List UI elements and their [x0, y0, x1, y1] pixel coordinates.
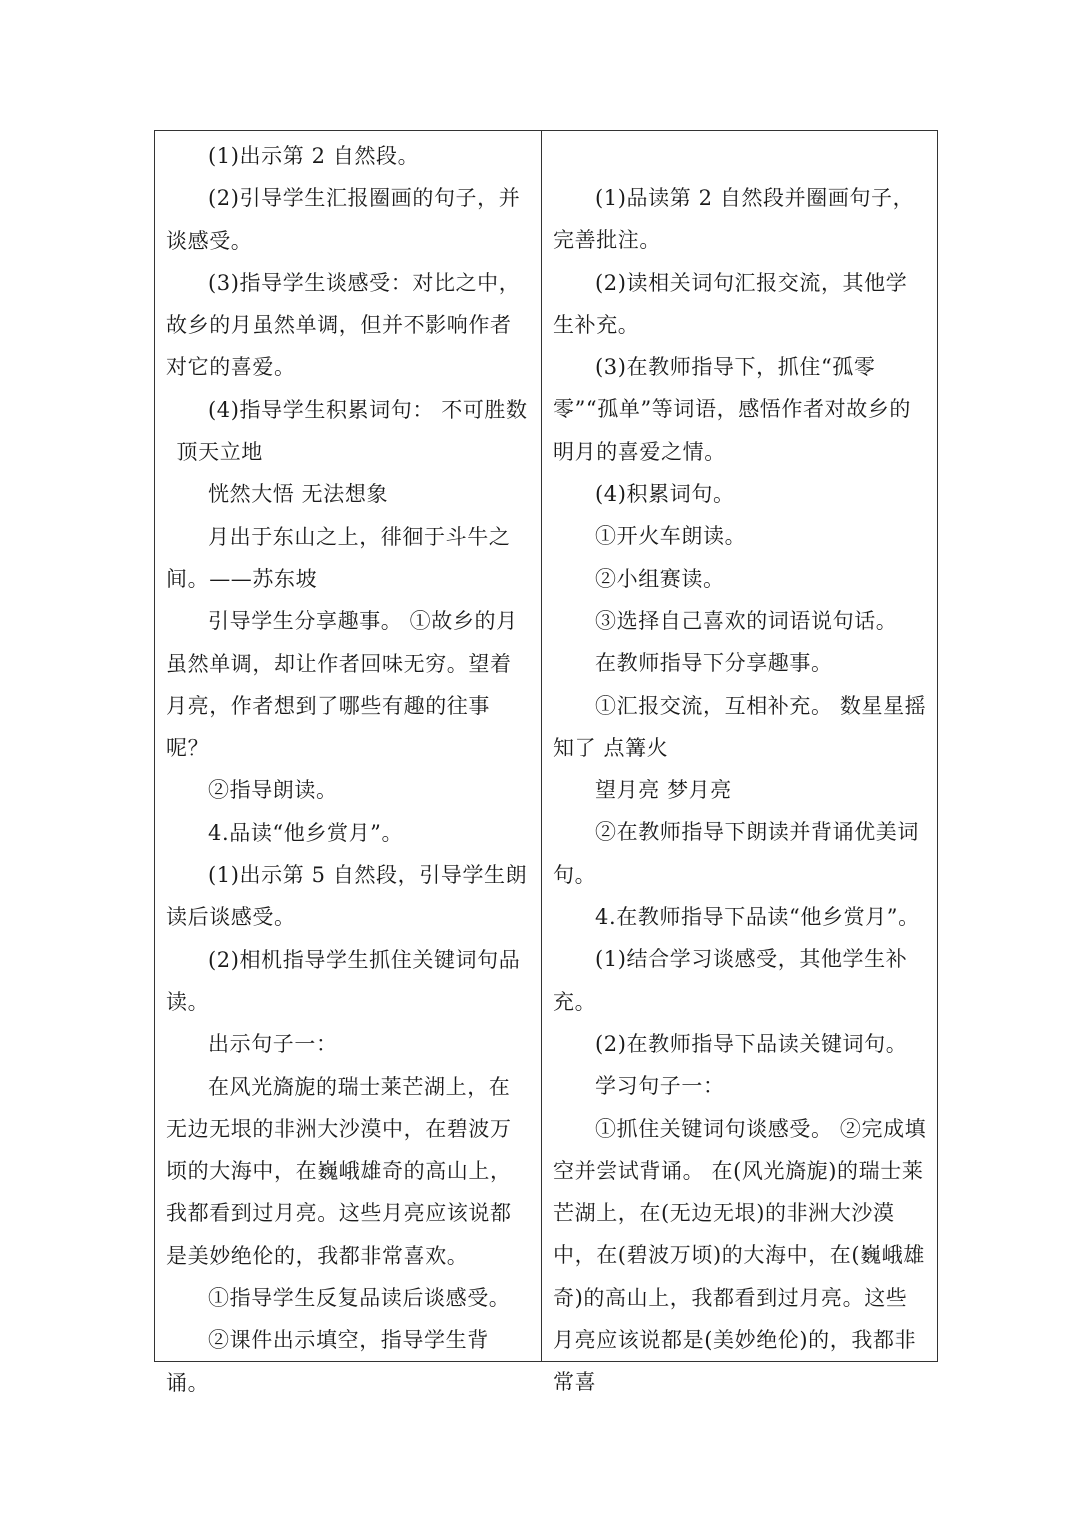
teacher-paragraph: 出示句子一：: [208, 1032, 338, 1057]
teacher-paragraph: 引导学生分享趣事。 ①故乡的月虽然单调，却让作者回味无穷。望着月亮，作者想到了哪些有趣的往事呢？: [166, 609, 518, 761]
teacher-paragraph: ②指导朗读。: [208, 778, 338, 803]
student-paragraph: ③选择自己喜欢的词语说句话。: [595, 608, 898, 633]
teacher-paragraph: 恍然大悟 无法想象: [208, 482, 389, 507]
lesson-table: [154, 130, 938, 1395]
teacher-paragraph: (4)指导学生积累词句： 不可胜数: [208, 397, 528, 422]
teacher-paragraph: (3)指导学生谈感受：对比之中，故乡的月虽然单调，但并不影响作者对它的喜爱。: [166, 270, 521, 380]
teacher-paragraph: (1)出示第 2 自然段。: [208, 144, 420, 168]
student-paragraph: (1)结合学习谈感受，其他学生补充。: [553, 947, 908, 1014]
teacher-paragraph: 顶天立地: [176, 440, 263, 465]
teacher-paragraph: 4.品读“他乡赏月”。: [208, 820, 404, 845]
student-paragraph: ①抓住关键词句谈感受。 ②完成填空并尝试背诵。 在(风光旖旎)的瑞士莱芒湖上，在(无边无垠)的非洲大沙漠中，在(碧波万顷)的大海中，在(巍峨雄奇)的高山上，我都看到过月亮。这些月亮应该说都是(美妙绝伦)的，我都非常喜: [553, 1116, 927, 1395]
student-paragraph: ①汇报交流，互相补充。 数星星摇知了 点篝火: [553, 693, 927, 760]
student-paragraph: (4)积累词句。: [595, 482, 735, 507]
teacher-paragraph: 在风光旖旎的瑞士莱芒湖上，在无边无垠的非洲大沙漠中，在碧波万顷的大海中，在巍峨雄奇的高山上，我都看到过月亮。这些月亮应该说都是美妙绝伦的，我都非常喜欢。: [166, 1074, 512, 1268]
teacher-paragraph: (1)出示第 5 自然段，引导学生朗读后谈感受。: [166, 863, 528, 930]
student-paragraph: 4.在教师指导下品读“他乡赏月”。: [595, 905, 920, 930]
student-paragraph: ②小组赛读。: [595, 566, 725, 591]
teacher-paragraph: (2)引导学生汇报圈画的句子，并谈感受。: [166, 186, 521, 253]
student-paragraph: (1)品读第 2 自然段并圈画句子，完善批注。: [553, 186, 915, 253]
student-paragraph: ①开火车朗读。: [595, 524, 747, 549]
teacher-paragraph: ②课件出示填空，指导学生背诵。: [166, 1328, 489, 1395]
teacher-activity-column: [155, 131, 542, 1395]
teacher-paragraph: ①指导学生反复品读后谈感受。: [208, 1286, 511, 1311]
student-paragraph: (2)在教师指导下品读关键词句。: [595, 1031, 908, 1056]
teacher-paragraph: (2)相机指导学生抓住关键词句品读。: [166, 947, 521, 1014]
student-paragraph: (3)在教师指导下，抓住“孤零零”“孤单”等词语，感悟作者对故乡的明月的喜爱之情。: [553, 355, 912, 464]
student-paragraph: 学习句子一：: [595, 1074, 725, 1099]
student-paragraph: 望月亮 梦月亮: [595, 778, 732, 803]
student-paragraph: (2)读相关词句汇报交流，其他学生补充。: [553, 270, 908, 337]
teacher-paragraph: 月出于东山之上，徘徊于斗牛之间。——苏东坡: [166, 524, 511, 591]
student-paragraph: 在教师指导下分享趣事。: [595, 651, 833, 676]
student-paragraph: ②在教师指导下朗读并背诵优美词句。: [553, 820, 919, 887]
student-activity-column: [542, 131, 937, 1395]
